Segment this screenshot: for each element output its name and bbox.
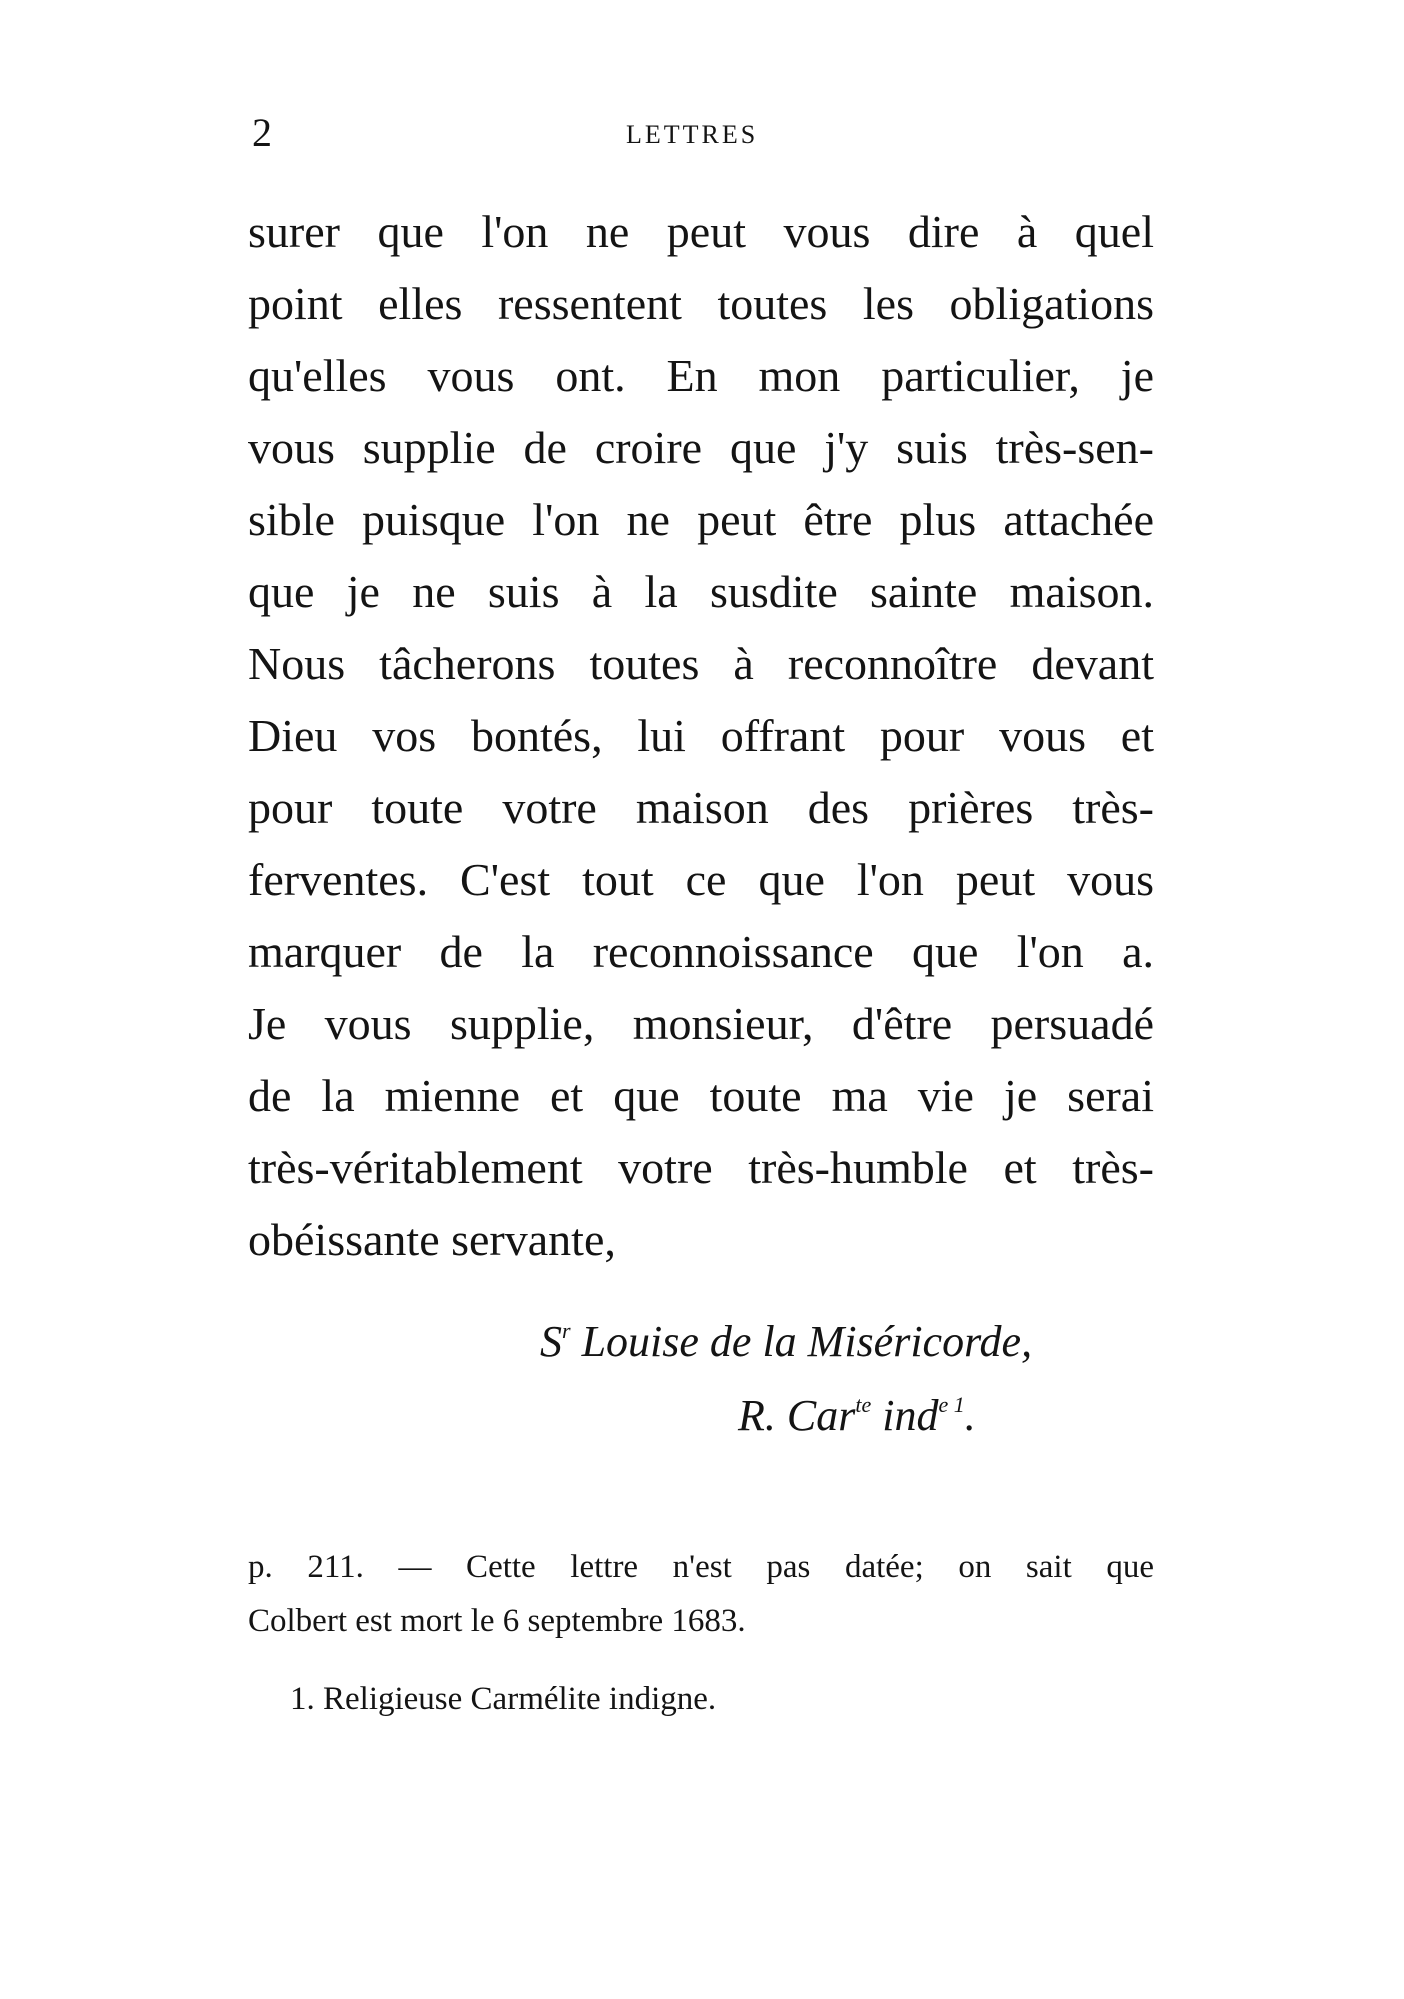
signature-title-superscript-note: e 1 (938, 1392, 965, 1417)
body-line: que je ne suis à la susdite sainte maison. (248, 566, 1154, 617)
body-line: point elles ressentent toutes les obligations (248, 278, 1154, 329)
signature-title-superscript: te (855, 1392, 872, 1417)
signature-title-mid: ind (871, 1391, 939, 1440)
body-line: vous supplie de croire que j'y suis très-sen- (248, 422, 1154, 473)
signature-prefix: S (540, 1317, 562, 1366)
source-note-line: Colbert est mort le 6 septembre 1683. (248, 1603, 746, 1639)
body-line: ferventes. C'est tout ce que l'on peut vous (248, 854, 1154, 905)
body-line: Je vous supplie, monsieur, d'être persuadé (248, 998, 1154, 1049)
body-line: obéissante servante, (248, 1214, 616, 1265)
signature-name-text: Louise de la Miséricorde, (570, 1317, 1033, 1366)
signature-title (738, 1380, 976, 1452)
body-line: marquer de la reconnoissance que l'on a. (248, 926, 1154, 977)
source-note-line: p. 211. — Cette lettre n'est pas datée; on sait que (248, 1549, 1154, 1585)
source-note (248, 1540, 1154, 1648)
body-line: Dieu vos bontés, lui offrant pour vous et (248, 710, 1154, 761)
body-line: qu'elles vous ont. En mon particulier, je (248, 350, 1154, 401)
body-line: surer que l'on ne peut vous dire à quel (248, 206, 1154, 257)
signature-title-prefix: R. Car (738, 1391, 856, 1440)
body-line: Nous tâcherons toutes à reconnoître devant (248, 638, 1154, 689)
body-line: de la mienne et que toute ma vie je serai (248, 1070, 1154, 1121)
footnote: 1. Religieuse Carmélite indigne. (290, 1681, 717, 1717)
page-number: 2 (252, 110, 272, 155)
letter-body (248, 196, 1154, 1276)
running-title: LETTRES (626, 120, 759, 149)
body-line: sible puisque l'on ne peut être plus attachée (248, 494, 1154, 545)
page-header (252, 108, 1152, 158)
body-line: très-véritablement votre très-humble et très- (248, 1142, 1154, 1193)
signature-name (540, 1306, 1032, 1378)
body-line: pour toute votre maison des prières très- (248, 782, 1154, 833)
signature-title-end: . (964, 1391, 976, 1440)
signature-superscript: r (562, 1318, 571, 1343)
